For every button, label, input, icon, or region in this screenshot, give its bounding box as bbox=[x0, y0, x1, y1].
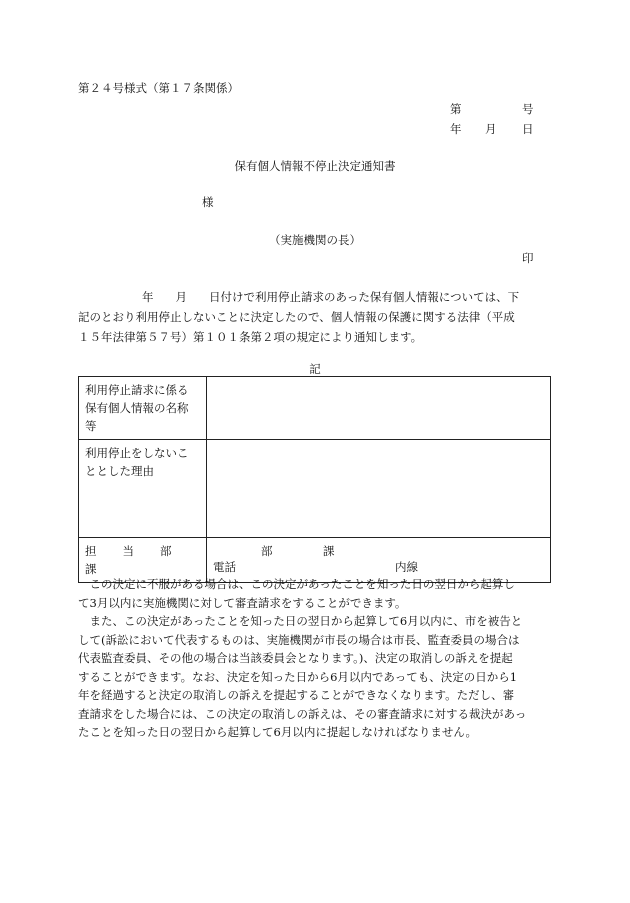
table-row bbox=[79, 377, 551, 440]
department-label-text: 担当部課 bbox=[85, 544, 198, 576]
lawsuit-notice-line: 代表監査委員、その他の場合は当該委員会となります。)、決定の取消しの訴えを提起 bbox=[78, 651, 513, 665]
intro-line-2: 記のとおり利用停止しないことに決定したので、個人情報の保護に関する法律（平成 bbox=[78, 310, 515, 324]
sender-title: （実施機関の長） bbox=[269, 233, 361, 247]
seal-mark: 印 bbox=[522, 251, 534, 265]
appeal-notice-line: て3月以内に実施機関に対して審査請求をすることができます。 bbox=[78, 595, 407, 610]
date-year-label: 年 bbox=[450, 122, 462, 136]
lawsuit-notice-line: また、この決定があったことを知った日の翌日から起算して6月以内に、市を被告と bbox=[78, 614, 523, 628]
lawsuit-notice-line: して(訴訟において代表するものは、実施機関が市長の場合は市長、監査委員の場合は bbox=[78, 632, 520, 647]
lawsuit-notice-line: たことを知った日の翌日から起算して6月以内に提起しなければなりません。 bbox=[78, 725, 478, 739]
lawsuit-notice-line: 査請求をした場合には、この決定の取消しの訴えは、その審査請求に対する裁決があっ bbox=[78, 706, 527, 721]
table-row bbox=[79, 440, 551, 538]
record-table bbox=[78, 376, 551, 583]
lawsuit-notice bbox=[78, 612, 556, 742]
intro-year-label: 年 bbox=[142, 290, 154, 304]
phone-label: 電話 bbox=[213, 560, 236, 574]
info-name-label-line-1: 利用停止請求に係る bbox=[85, 383, 189, 397]
intro-paragraph bbox=[78, 287, 552, 347]
intro-month-label: 月 bbox=[175, 290, 187, 304]
lawsuit-notice-line: 年を経過すると決定の取消しの訴えを提起することができなくなります。ただし、審 bbox=[78, 688, 515, 702]
info-name-value bbox=[207, 377, 551, 440]
reason-label-line-2: ととした理由 bbox=[85, 464, 154, 478]
department-bu-label: 部 bbox=[261, 544, 273, 558]
document-number-suffix: 号 bbox=[522, 102, 534, 116]
info-name-label-line-3: 等 bbox=[85, 419, 97, 433]
extension-label: 内線 bbox=[395, 560, 418, 574]
form-number: 第２４号様式（第１７条関係） bbox=[78, 81, 239, 95]
reason-label bbox=[79, 440, 207, 538]
date-day-label: 日 bbox=[522, 122, 534, 136]
document-title: 保有個人情報不停止決定通知書 bbox=[234, 159, 396, 173]
intro-line-3: １５年法律第５７号）第１０１条第２項の規定により通知します。 bbox=[78, 330, 423, 344]
reason-label-line-1: 利用停止をしないこ bbox=[85, 446, 189, 460]
ki-heading: 記 bbox=[309, 362, 321, 376]
intro-line-1 bbox=[78, 287, 552, 307]
addressee-suffix: 様 bbox=[202, 195, 214, 209]
reason-value bbox=[207, 440, 551, 538]
info-name-label bbox=[79, 377, 207, 440]
appeal-notice bbox=[78, 575, 556, 612]
lawsuit-notice-line: することができます。なお、決定を知った日から6月以内であっても、決定の日から1 bbox=[78, 669, 518, 684]
intro-line-1-text: 日付けで利用停止請求のあった保有個人情報については、下 bbox=[209, 290, 520, 304]
document-number-label: 第 bbox=[450, 102, 462, 116]
department-ka-label: 課 bbox=[323, 544, 335, 558]
date-month-label: 月 bbox=[485, 122, 497, 136]
appeal-notice-line: この決定に不服がある場合は、この決定があったことを知った日の翌日から起算し bbox=[78, 577, 515, 591]
info-name-label-line-2: 保有個人情報の名称 bbox=[85, 401, 189, 415]
